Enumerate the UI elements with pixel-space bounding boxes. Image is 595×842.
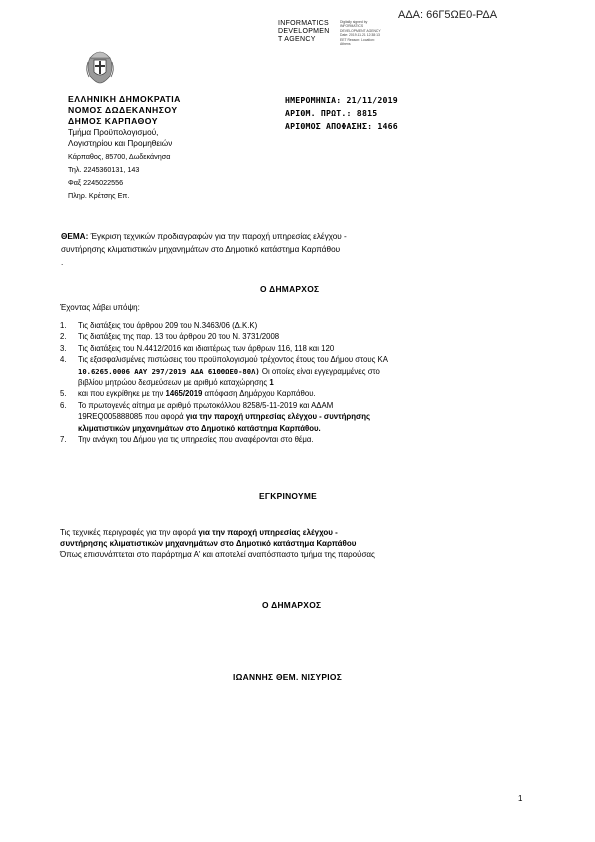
page-number: 1 [518, 794, 523, 803]
stamp-line-3: T AGENCY [278, 36, 316, 43]
item-text: απόφαση Δημάρχου Καρπάθου. [202, 389, 316, 399]
subject-line-3: . [61, 258, 64, 267]
item-text-bold: κλιματιστικών μηχανημάτων στο Δημοτικό κατάστημα Καρπάθου. [78, 423, 321, 433]
item-number: 2. [60, 332, 67, 342]
protocol-number: ΑΡΙΘΜ. ΠΡΩΤ.: 8815 [285, 108, 378, 118]
greek-coat-of-arms-icon [84, 46, 116, 84]
considering-intro: Έχοντας λάβει υπόψη: [60, 303, 140, 312]
item-text: Τις εξασφαλισμένες πιστώσεις του προϋπολογισμού τρέχοντος έτους του Δήμου στους ΚΑ [78, 355, 388, 365]
department-line-1: Τμήμα Προϋπολογισμού, [68, 128, 159, 137]
list-item [60, 400, 530, 434]
item-text: και που εγκρίθηκε με την [78, 389, 166, 399]
subject-line-2: συντήρησης κλιματιστικών μηχανημάτων στο Δημοτικό κατάστημα Καρπάθου [61, 245, 341, 254]
signatory-name: ΙΩΑΝΝΗΣ ΘΕΜ. ΝΙΣΥΡΙΟΣ [233, 672, 343, 682]
document-reference-block [285, 94, 398, 133]
decision-number: ΑΡΙΘΜΟΣ ΑΠΟΦΑΣΗΣ: 1466 [285, 121, 398, 131]
ada-code: ΑΔΑ: 66Γ5ΩΕ0-ΡΔΑ [398, 9, 498, 21]
stamp-line-1: INFORMATICS [278, 20, 330, 27]
document-date: ΗΜΕΡΟΜΗΝΙΑ: 21/11/2019 [285, 95, 398, 105]
approval-annex-text: Όπως επισυνάπτεται στο παράρτημα Α' και αποτελεί αναπόσπαστο τμήμα της παρούσας [60, 550, 375, 560]
fax: Φαξ 2245022556 [68, 177, 124, 187]
item-text-bold: για την παροχή υπηρεσίας ελέγχου - συντήρησης [185, 412, 371, 422]
approval-block [60, 527, 375, 561]
stamp-signature-text: Digitally signed by INFORMATICS DEVELOPMENT AGENCY Date: 2019.11.21 12:38:13 EET Reason: Location: Athens [340, 20, 381, 47]
considerations-list [60, 320, 530, 445]
subject-label: ΘΕΜΑ: [61, 232, 89, 241]
budget-code: 10.6265.0006 ΑΑΥ 297/2019 ΑΔΑ 61ΘΘΩΕ0-80Λ) [78, 366, 260, 376]
item-text: Τις διατάξεις του Ν.4412/2016 και ιδιαιτέρως των άρθρων 116, 118 και 120 [78, 343, 335, 353]
approval-text: Τις τεχνικές περιγραφές για την αφορά [60, 528, 199, 537]
list-item [60, 388, 530, 399]
subject-line-1: Έγκριση τεχνικών προδιαγραφών για την παροχή υπηρεσίας ελέγχου - [88, 232, 347, 241]
item-number: 6. [60, 400, 67, 410]
heading-mayor-signature: Ο ΔΗΜΑΡΧΟΣ [262, 600, 322, 610]
decision-ref: 1465/2019 [165, 389, 203, 399]
item-text: Οι οποίες είναι εγγεγραμμένες στο [259, 366, 380, 376]
item-number: 5. [60, 389, 67, 399]
prefecture-name: ΝΟΜΟΣ ΔΩΔΕΚΑΝΗΣΟΥ [68, 105, 178, 115]
item-text: Τις διατάξεις του άρθρου 209 του Ν.3463/06 (Δ.Κ.Κ) [78, 321, 258, 330]
digital-signature-stamp [278, 20, 330, 44]
list-item [60, 434, 530, 445]
contact-person: Πληρ. Κρέτσης Επ. [68, 190, 130, 200]
item-text: Τις διατάξεις της παρ. 13 του άρθρου 20 του Ν. 3731/2008 [78, 332, 280, 342]
heading-mayor: Ο ΔΗΜΑΡΧΟΣ [260, 284, 320, 294]
stamp-line-2: DEVELOPMEN [278, 28, 330, 35]
department-line-2: Λογιστηρίου και Προμηθειών [68, 139, 173, 149]
list-item [60, 343, 530, 354]
address: Κάρπαθος, 85700, Δωδεκάνησα [68, 151, 171, 161]
item-number: 3. [60, 343, 67, 353]
heading-approve: ΕΓΚΡΙΝΟΥΜΕ [259, 491, 318, 501]
municipality-name: ΔΗΜΟΣ ΚΑΡΠΑΘΟΥ [68, 116, 158, 126]
approval-text-bold: για την παροχή υπηρεσίας ελέγχου - [198, 528, 338, 537]
list-item [60, 331, 530, 342]
phone: Τηλ. 2245360131, 143 [68, 164, 140, 174]
subject-block [61, 230, 347, 269]
country-name: ΕΛΛΗΝΙΚΗ ΔΗΜΟΚΡΑΤΙΑ [68, 94, 181, 104]
list-item [60, 354, 530, 388]
item-text: Την ανάγκη του Δήμου για τις υπηρεσίες που αναφέρονται στο θέμα. [78, 435, 314, 445]
issuer-block [68, 94, 181, 202]
item-number: 7. [60, 435, 67, 445]
item-text: Το πρωτογενές αίτημα με αριθμό πρωτοκόλλου 8258/5-11-2019 και ΑΔΑΜ [78, 400, 334, 410]
approval-text-bold: συντήρησης κλιματιστικών μηχανημάτων στο Δημοτικό κατάστημα Καρπάθου [60, 539, 357, 549]
item-number: 4. [60, 355, 67, 365]
list-item [60, 320, 530, 331]
registration-number: 1 [269, 378, 274, 388]
item-number: 1. [60, 321, 67, 330]
item-text: 19REQ005888085 που αφορά [78, 412, 186, 422]
item-text: βιβλίου μητρώου δεσμεύσεων με αριθμό καταχώρησης [78, 378, 270, 388]
